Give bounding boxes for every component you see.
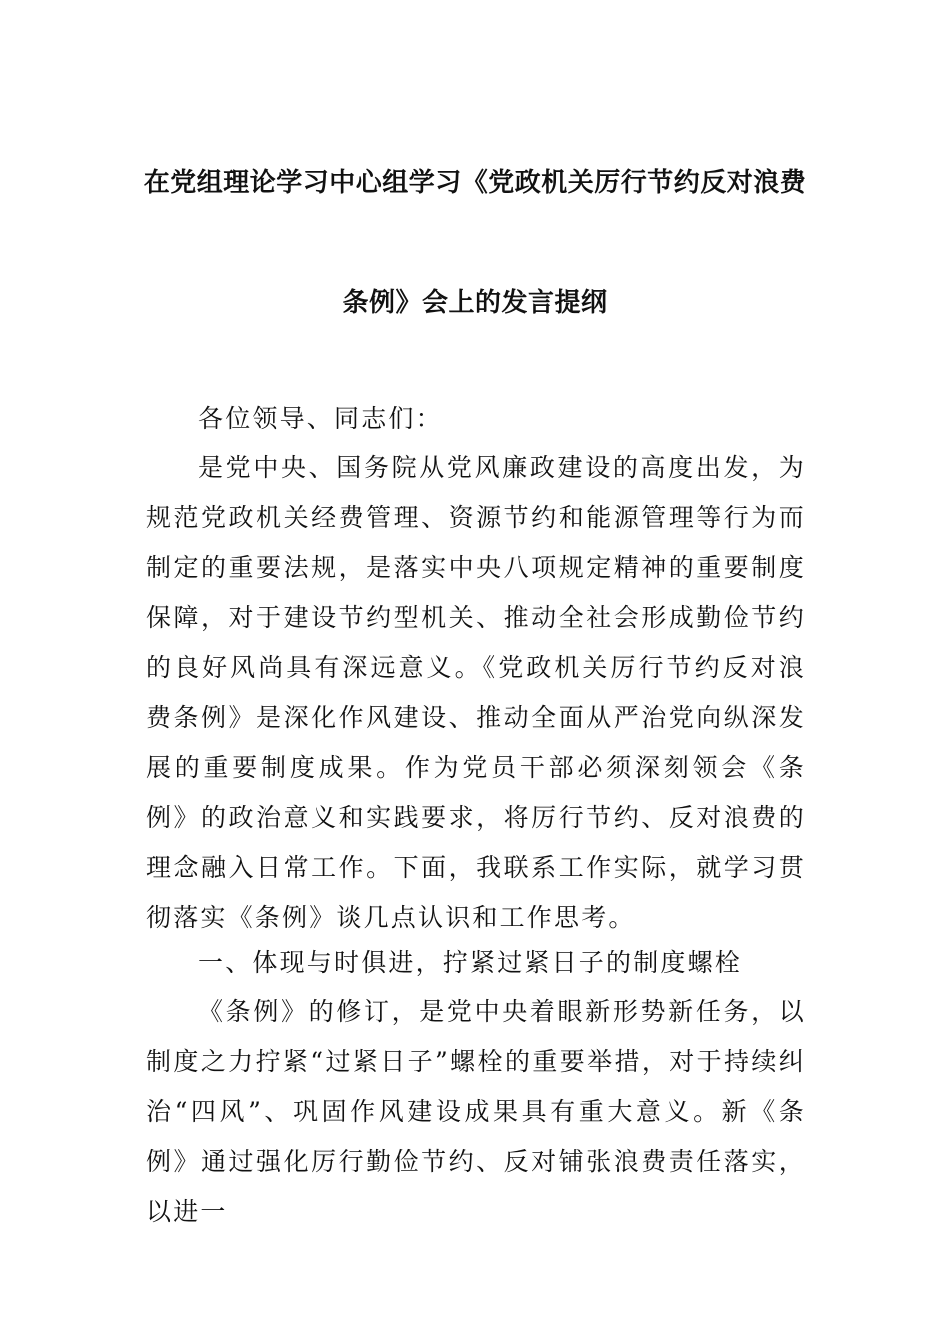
document-title-line-2: 条例》会上的发言提纲	[342, 288, 608, 318]
document-title-line-1: 在党组理论学习中心组学习《党政机关厉行节约反对浪费	[143, 168, 807, 198]
section-heading-1: 一、体现与时俱进，拧紧过紧日子的制度螺栓	[198, 948, 743, 977]
paragraph-1: 是党中央、国务院从党风廉政建设的高度出发，为规范党政机关经费管理、资源节约和能源管理等行为而制定的重要法规，是落实中央八项规定精神的重要制度保障，对于建设节约型机关、推动全社会形成勤俭节约的良好风尚具有深远意义。《党政机关厉行节约反对浪费条例》是深化作风建设、推动全面从严治党向纵深发展的重要制度成果。作为党员干部必须深刻领会《条例》的政治意义和实践要求，将厉行节约、反对浪费的理念融入日常工作。下面，我联系工作实际，就学习贯彻落实《条例》谈几点认识和工作思考。	[146, 453, 806, 932]
paragraph-2: 《条例》的修订，是党中央着眼新形势新任务，以制度之力拧紧“过紧日子”螺栓的重要举措，对于持续纠治“四风”、巩固作风建设成果具有重大意义。新《条例》通过强化厉行勤俭节约、反对铺张浪费责任落实，以进一	[146, 997, 806, 1226]
greeting: 各位领导、同志们：	[198, 404, 443, 433]
